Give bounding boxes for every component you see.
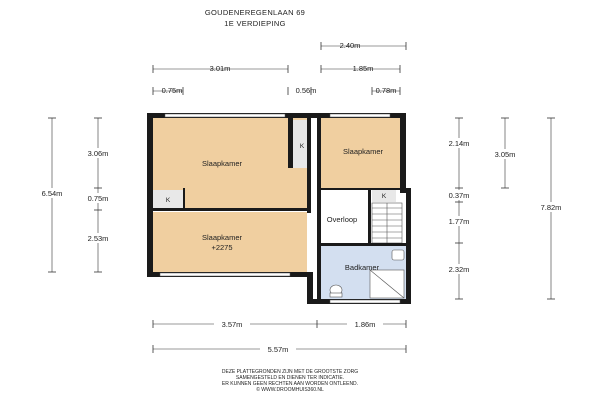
label-slaapkamer-1: Slaapkamer — [201, 159, 243, 168]
footer-line-1: DEZE PLATTEGRONDEN ZIJN MET DE GROOTSTE ZORG — [221, 369, 359, 375]
dimension-top-left — [153, 64, 288, 73]
floor-title: 1E VERDIEPING — [224, 19, 286, 28]
dimension-left-total — [34, 118, 70, 272]
dim-left-2-label: 0.75m — [87, 194, 109, 203]
address-title: GOUDENEREGENLAAN 69 — [204, 8, 306, 17]
label-kast-3: K — [381, 193, 387, 200]
dim-top-left-label: 3.01m — [209, 64, 231, 73]
dimension-right-mid — [487, 118, 523, 188]
dim-right-4-label: 2.32m — [448, 265, 470, 274]
dim-left-total-label: 6.54m — [41, 189, 63, 198]
label-slaapkamer-3-note: +2275 — [211, 243, 233, 252]
dimension-right-total — [533, 118, 569, 299]
dim-bottom-left-label: 3.57m — [221, 320, 243, 329]
dim-right-total-label: 7.82m — [540, 203, 562, 212]
dim-right-1-label: 2.14m — [448, 139, 470, 148]
label-overloop: Overloop — [326, 215, 358, 224]
footer-line-4: © WWW.DROOMHUIS360.NL — [256, 387, 324, 393]
dimension-top-right — [321, 64, 400, 73]
dim-top-total-label: 2.40m — [339, 41, 361, 50]
dimension-right-parts — [441, 118, 477, 299]
dimension-top-total — [321, 41, 406, 50]
label-kast-1: K — [165, 197, 171, 204]
dimension-bottom-parts — [153, 319, 406, 329]
dim-bottom-total-label: 5.57m — [267, 345, 289, 354]
dim-left-1-label: 3.06m — [87, 149, 109, 158]
dimension-top-small — [153, 86, 400, 95]
staircase — [372, 203, 402, 243]
room-slaapkamer-1-extension — [183, 188, 307, 210]
label-slaapkamer-2: Slaapkamer — [342, 147, 384, 156]
label-kast-2: K — [299, 143, 305, 150]
label-badkamer: Badkamer — [344, 263, 380, 272]
dim-top-small-mid-label: 0.56m — [295, 86, 317, 95]
dimension-left-parts — [80, 118, 116, 272]
dim-top-small-left-label: 0.75m — [161, 86, 183, 95]
footer-line-3: ER KUNNEN GEEN RECHTEN AAN WORDEN ONTLEEND. — [221, 381, 359, 387]
dimension-bottom-total — [153, 344, 406, 354]
dim-top-small-right-label: 0.78m — [375, 86, 397, 95]
dim-left-3-label: 2.53m — [87, 234, 109, 243]
dim-right-mid-label: 3.05m — [494, 150, 516, 159]
dim-bottom-right-label: 1.86m — [354, 320, 376, 329]
dim-right-2-label: 0.37m — [448, 191, 470, 200]
footer-line-2: SAMENGESTELD EN DIENEN TER INDICATIE. — [235, 375, 345, 381]
dim-top-right-label: 1.85m — [352, 64, 374, 73]
label-slaapkamer-3: Slaapkamer — [201, 233, 243, 242]
dim-right-3-label: 1.77m — [448, 217, 470, 226]
